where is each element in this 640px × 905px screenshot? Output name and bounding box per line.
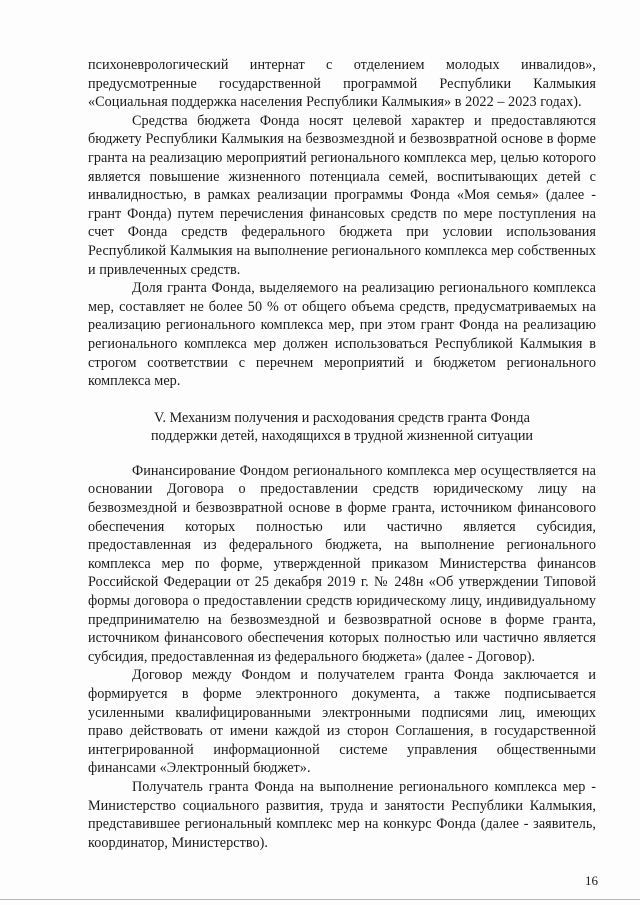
paragraph: психоневрологический интернат с отделением молодых инвалидов», предусмотренные государственной программой Республики Калмыкия «Социальная поддержка населения Республики Калмыкия» в 2022 – 2023 годах).	[88, 57, 596, 111]
paragraph: Договор между Фондом и получателем гранта Фонда заключается и формируется в форме электронного документа, а также подписывается усиленными квалифицированными электронными подписями лиц, имеющих право действовать от имени каждой из сторон Соглашения, в государственной интегрированной информационной системе управления общественными финансами «Электронный бюджет».	[88, 667, 596, 777]
section-heading-line-1: V. Механизм получения и расходования средств гранта Фонда	[154, 409, 530, 426]
section-heading-line-2: поддержки детей, находящихся в трудной жизненной ситуации	[150, 428, 534, 445]
scan-edge-line	[0, 899, 640, 900]
paragraph: Получатель гранта Фонда на выполнение регионального комплекса мер - Министерство социального развития, труда и занятости Республики Калмыкия, представившее региональный комплекс мер на конкурс Фонда (далее - заявитель, координатор, Министерство).	[88, 778, 596, 851]
paragraph: Доля гранта Фонда, выделяемого на реализацию регионального комплекса мер, составляет не более 50 % от общего объема средств, предусматриваемых на реализацию регионального комплекса мер, при этом грант Фонда на реализацию регионального комплекса мер должен использоваться Республикой Калмыкия в строгом соответствии с перечнем мероприятий и бюджетом регионального комплекса мер.	[88, 280, 596, 390]
paragraphs-bottom	[88, 462, 596, 852]
paragraph: Финансирование Фондом регионального комплекса мер осуществляется на основании Договора о предоставлении средств юридическому лицу на безвозмездной и безвозвратной основе в форме гранта, источником финансового обеспечения которых полностью или частично является субсидия, предоставленная из федерального бюджета, на выполнение регионального комплекса мер по форме, утвержденной приказом Министерства финансов Российской Федерации от 25 декабря 2019 г. № 248н «Об утверждении Типовой формы договора о предоставлении средств юридическому лицу, индивидуальному предпринимателю на безвозмездной и безвозвратной основе в форме гранта, источником финансового обеспечения которых полностью или частично является субсидия, предоставленная из федерального бюджета» (далее - Договор).	[88, 462, 596, 665]
paragraph: Средства бюджета Фонда носят целевой характер и предоставляются бюджету Республики Калмыкия на безвозмездной и безвозвратной основе в форме гранта на реализацию мероприятий регионального комплекса мер, целью которого является повышение жизненного потенциала семей, воспитывающих детей с инвалидностью, в рамках реализации программы Фонда «Моя семья» (далее - грант Фонда) путем перечисления финансовых средств по мере поступления на счет Фонда средств федерального бюджета при условии использования Республикой Калмыкия на выполнение регионального комплекса мер собственных и привлеченных средств.	[88, 112, 596, 278]
page-content	[88, 56, 596, 852]
section-heading	[88, 409, 596, 446]
page-number: 16	[585, 873, 598, 888]
paragraphs-top	[88, 56, 596, 391]
